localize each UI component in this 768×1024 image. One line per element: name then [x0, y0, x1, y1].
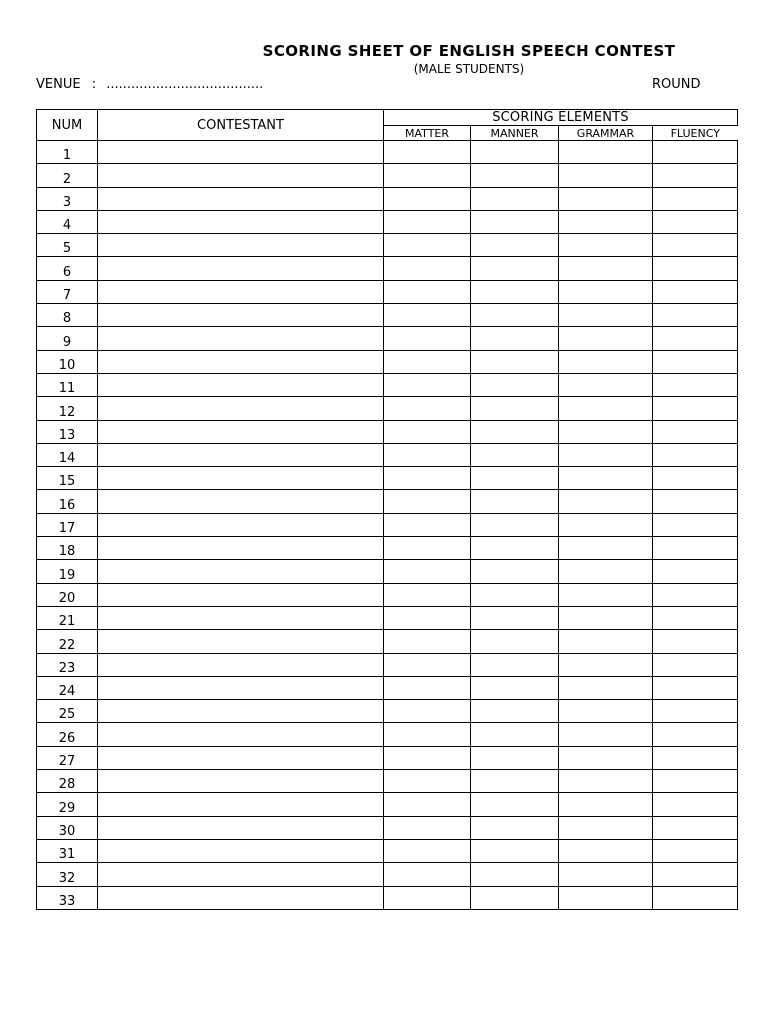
- fluency-cell[interactable]: [653, 839, 738, 862]
- row-number: 21: [37, 606, 98, 629]
- row-number: 14: [37, 443, 98, 466]
- table-row: [37, 141, 738, 164]
- contestant-cell[interactable]: [98, 304, 384, 327]
- grammar-cell[interactable]: [559, 141, 653, 164]
- manner-cell[interactable]: [471, 304, 559, 327]
- column-header-manner: MANNER: [471, 126, 559, 141]
- manner-cell[interactable]: [471, 420, 559, 443]
- matter-cell[interactable]: [384, 537, 471, 560]
- grammar-cell[interactable]: [559, 839, 653, 862]
- table-row: [37, 443, 738, 466]
- contestant-cell[interactable]: [98, 467, 384, 490]
- fluency-cell[interactable]: [653, 443, 738, 466]
- table-row: [37, 350, 738, 373]
- fluency-cell[interactable]: [653, 537, 738, 560]
- column-header-grammar: GRAMMAR: [559, 126, 653, 141]
- matter-cell[interactable]: [384, 234, 471, 257]
- manner-cell[interactable]: [471, 141, 559, 164]
- grammar-cell[interactable]: [559, 886, 653, 909]
- fluency-cell[interactable]: [653, 257, 738, 280]
- contestant-cell[interactable]: [98, 164, 384, 187]
- manner-cell[interactable]: [471, 490, 559, 513]
- row-number: 1: [37, 141, 98, 164]
- table-row: [37, 723, 738, 746]
- grammar-cell[interactable]: [559, 770, 653, 793]
- contestant-cell[interactable]: [98, 723, 384, 746]
- grammar-cell[interactable]: [559, 257, 653, 280]
- matter-cell[interactable]: [384, 373, 471, 396]
- table-row: [37, 537, 738, 560]
- venue-line: [36, 77, 263, 92]
- matter-cell[interactable]: [384, 490, 471, 513]
- grammar-cell[interactable]: [559, 816, 653, 839]
- matter-cell[interactable]: [384, 164, 471, 187]
- grammar-cell[interactable]: [559, 863, 653, 886]
- matter-cell[interactable]: [384, 304, 471, 327]
- manner-cell[interactable]: [471, 770, 559, 793]
- table-row: [37, 420, 738, 443]
- table-row: [37, 304, 738, 327]
- sheet-title: SCORING SHEET OF ENGLISH SPEECH CONTEST: [262, 42, 676, 60]
- grammar-cell[interactable]: [559, 746, 653, 769]
- matter-cell[interactable]: [384, 467, 471, 490]
- fluency-cell[interactable]: [653, 373, 738, 396]
- grammar-cell[interactable]: [559, 676, 653, 699]
- matter-cell[interactable]: [384, 676, 471, 699]
- grammar-cell[interactable]: [559, 490, 653, 513]
- contestant-cell[interactable]: [98, 560, 384, 583]
- grammar-cell[interactable]: [559, 560, 653, 583]
- grammar-cell[interactable]: [559, 513, 653, 536]
- fluency-cell[interactable]: [653, 187, 738, 210]
- manner-cell[interactable]: [471, 606, 559, 629]
- manner-cell[interactable]: [471, 350, 559, 373]
- matter-cell[interactable]: [384, 770, 471, 793]
- fluency-cell[interactable]: [653, 700, 738, 723]
- table-row: [37, 653, 738, 676]
- column-header-num: NUM: [37, 110, 98, 141]
- manner-cell[interactable]: [471, 280, 559, 303]
- table-row: [37, 676, 738, 699]
- manner-cell[interactable]: [471, 700, 559, 723]
- matter-cell[interactable]: [384, 863, 471, 886]
- contestant-cell[interactable]: [98, 373, 384, 396]
- column-group-scoring-elements: SCORING ELEMENTS: [384, 110, 738, 126]
- contestant-cell[interactable]: [98, 863, 384, 886]
- contestant-cell[interactable]: [98, 234, 384, 257]
- fluency-cell[interactable]: [653, 327, 738, 350]
- matter-cell[interactable]: [384, 816, 471, 839]
- contestant-cell[interactable]: [98, 537, 384, 560]
- table-row: [37, 793, 738, 816]
- row-number: 6: [37, 257, 98, 280]
- table-row: [37, 490, 738, 513]
- fluency-cell[interactable]: [653, 746, 738, 769]
- table-row: [37, 863, 738, 886]
- matter-cell[interactable]: [384, 700, 471, 723]
- fluency-cell[interactable]: [653, 770, 738, 793]
- grammar-cell[interactable]: [559, 653, 653, 676]
- matter-cell[interactable]: [384, 560, 471, 583]
- column-header-fluency: FLUENCY: [653, 126, 738, 141]
- row-number: 24: [37, 676, 98, 699]
- fluency-cell[interactable]: [653, 467, 738, 490]
- matter-cell[interactable]: [384, 793, 471, 816]
- grammar-cell[interactable]: [559, 210, 653, 233]
- contestant-cell[interactable]: [98, 257, 384, 280]
- row-number: 3: [37, 187, 98, 210]
- matter-cell[interactable]: [384, 327, 471, 350]
- row-number: 10: [37, 350, 98, 373]
- fluency-cell[interactable]: [653, 420, 738, 443]
- row-number: 2: [37, 164, 98, 187]
- row-number: 23: [37, 653, 98, 676]
- grammar-cell[interactable]: [559, 164, 653, 187]
- fluency-cell[interactable]: [653, 164, 738, 187]
- row-number: 4: [37, 210, 98, 233]
- fluency-cell[interactable]: [653, 397, 738, 420]
- matter-cell[interactable]: [384, 583, 471, 606]
- fluency-cell[interactable]: [653, 513, 738, 536]
- manner-cell[interactable]: [471, 467, 559, 490]
- contestant-cell[interactable]: [98, 490, 384, 513]
- manner-cell[interactable]: [471, 537, 559, 560]
- table-row: [37, 839, 738, 862]
- venue-separator: :: [91, 77, 97, 92]
- manner-cell[interactable]: [471, 793, 559, 816]
- fluency-cell[interactable]: [653, 793, 738, 816]
- manner-cell[interactable]: [471, 443, 559, 466]
- row-number: 30: [37, 816, 98, 839]
- grammar-cell[interactable]: [559, 397, 653, 420]
- contestant-cell[interactable]: [98, 443, 384, 466]
- grammar-cell[interactable]: [559, 700, 653, 723]
- manner-cell[interactable]: [471, 583, 559, 606]
- row-number: 9: [37, 327, 98, 350]
- scoring-table: [36, 109, 738, 910]
- manner-cell[interactable]: [471, 746, 559, 769]
- column-header-contestant: CONTESTANT: [98, 110, 384, 141]
- row-number: 7: [37, 280, 98, 303]
- matter-cell[interactable]: [384, 513, 471, 536]
- row-number: 16: [37, 490, 98, 513]
- fluency-cell[interactable]: [653, 210, 738, 233]
- table-row: [37, 746, 738, 769]
- matter-cell[interactable]: [384, 723, 471, 746]
- table-row: [37, 630, 738, 653]
- fluency-cell[interactable]: [653, 141, 738, 164]
- contestant-cell[interactable]: [98, 513, 384, 536]
- row-number: 11: [37, 373, 98, 396]
- grammar-cell[interactable]: [559, 327, 653, 350]
- grammar-cell[interactable]: [559, 280, 653, 303]
- table-row: [37, 327, 738, 350]
- row-number: 22: [37, 630, 98, 653]
- table-row: [37, 700, 738, 723]
- matter-cell[interactable]: [384, 606, 471, 629]
- table-row: [37, 164, 738, 187]
- contestant-cell[interactable]: [98, 583, 384, 606]
- matter-cell[interactable]: [384, 746, 471, 769]
- row-number: 28: [37, 770, 98, 793]
- row-number: 26: [37, 723, 98, 746]
- row-number: 18: [37, 537, 98, 560]
- manner-cell[interactable]: [471, 210, 559, 233]
- fluency-cell[interactable]: [653, 234, 738, 257]
- row-number: 19: [37, 560, 98, 583]
- matter-cell[interactable]: [384, 420, 471, 443]
- matter-cell[interactable]: [384, 350, 471, 373]
- table-row: [37, 606, 738, 629]
- fluency-cell[interactable]: [653, 630, 738, 653]
- table-row: [37, 234, 738, 257]
- fluency-cell[interactable]: [653, 583, 738, 606]
- row-number: 27: [37, 746, 98, 769]
- table-row: [37, 210, 738, 233]
- contestant-cell[interactable]: [98, 886, 384, 909]
- matter-cell[interactable]: [384, 141, 471, 164]
- grammar-cell[interactable]: [559, 350, 653, 373]
- contestant-cell[interactable]: [98, 420, 384, 443]
- table-row: [37, 257, 738, 280]
- contestant-cell[interactable]: [98, 770, 384, 793]
- fluency-cell[interactable]: [653, 350, 738, 373]
- matter-cell[interactable]: [384, 397, 471, 420]
- grammar-cell[interactable]: [559, 606, 653, 629]
- row-number: 8: [37, 304, 98, 327]
- row-number: 29: [37, 793, 98, 816]
- contestant-cell[interactable]: [98, 210, 384, 233]
- row-number: 31: [37, 839, 98, 862]
- venue-blank: ......................................: [106, 77, 264, 92]
- table-row: [37, 397, 738, 420]
- contestant-cell[interactable]: [98, 746, 384, 769]
- contestant-cell[interactable]: [98, 816, 384, 839]
- table-row: [37, 467, 738, 490]
- manner-cell[interactable]: [471, 513, 559, 536]
- matter-cell[interactable]: [384, 257, 471, 280]
- matter-cell[interactable]: [384, 187, 471, 210]
- manner-cell[interactable]: [471, 327, 559, 350]
- sheet-subtitle: (MALE STUDENTS): [413, 62, 525, 76]
- row-number: 25: [37, 700, 98, 723]
- matter-cell[interactable]: [384, 653, 471, 676]
- row-number: 12: [37, 397, 98, 420]
- table-row: [37, 280, 738, 303]
- fluency-cell[interactable]: [653, 886, 738, 909]
- row-number: 20: [37, 583, 98, 606]
- grammar-cell[interactable]: [559, 467, 653, 490]
- fluency-cell[interactable]: [653, 304, 738, 327]
- manner-cell[interactable]: [471, 164, 559, 187]
- matter-cell[interactable]: [384, 886, 471, 909]
- grammar-cell[interactable]: [559, 583, 653, 606]
- matter-cell[interactable]: [384, 630, 471, 653]
- manner-cell[interactable]: [471, 816, 559, 839]
- table-row: [37, 187, 738, 210]
- fluency-cell[interactable]: [653, 606, 738, 629]
- row-number: 13: [37, 420, 98, 443]
- contestant-cell[interactable]: [98, 676, 384, 699]
- contestant-cell[interactable]: [98, 187, 384, 210]
- contestant-cell[interactable]: [98, 839, 384, 862]
- row-number: 5: [37, 234, 98, 257]
- grammar-cell[interactable]: [559, 630, 653, 653]
- manner-cell[interactable]: [471, 397, 559, 420]
- manner-cell[interactable]: [471, 863, 559, 886]
- grammar-cell[interactable]: [559, 420, 653, 443]
- fluency-cell[interactable]: [653, 280, 738, 303]
- table-row: [37, 373, 738, 396]
- fluency-cell[interactable]: [653, 816, 738, 839]
- table-row: [37, 583, 738, 606]
- grammar-cell[interactable]: [559, 443, 653, 466]
- contestant-cell[interactable]: [98, 280, 384, 303]
- contestant-cell[interactable]: [98, 700, 384, 723]
- contestant-cell[interactable]: [98, 350, 384, 373]
- fluency-cell[interactable]: [653, 490, 738, 513]
- contestant-cell[interactable]: [98, 793, 384, 816]
- grammar-cell[interactable]: [559, 723, 653, 746]
- row-number: 15: [37, 467, 98, 490]
- grammar-cell[interactable]: [559, 234, 653, 257]
- table-row: [37, 816, 738, 839]
- manner-cell[interactable]: [471, 839, 559, 862]
- venue-label: VENUE: [36, 77, 81, 92]
- manner-cell[interactable]: [471, 653, 559, 676]
- contestant-cell[interactable]: [98, 397, 384, 420]
- matter-cell[interactable]: [384, 210, 471, 233]
- table-row: [37, 513, 738, 536]
- matter-cell[interactable]: [384, 280, 471, 303]
- row-number: 32: [37, 863, 98, 886]
- contestant-cell[interactable]: [98, 327, 384, 350]
- manner-cell[interactable]: [471, 373, 559, 396]
- column-header-matter: MATTER: [384, 126, 471, 141]
- manner-cell[interactable]: [471, 886, 559, 909]
- table-body: [37, 141, 738, 910]
- grammar-cell[interactable]: [559, 373, 653, 396]
- contestant-cell[interactable]: [98, 606, 384, 629]
- grammar-cell[interactable]: [559, 793, 653, 816]
- table-row: [37, 770, 738, 793]
- matter-cell[interactable]: [384, 443, 471, 466]
- table-row: [37, 560, 738, 583]
- table-row: [37, 886, 738, 909]
- fluency-cell[interactable]: [653, 863, 738, 886]
- manner-cell[interactable]: [471, 560, 559, 583]
- manner-cell[interactable]: [471, 187, 559, 210]
- manner-cell[interactable]: [471, 234, 559, 257]
- round-label: ROUND: [652, 77, 701, 92]
- grammar-cell[interactable]: [559, 187, 653, 210]
- fluency-cell[interactable]: [653, 653, 738, 676]
- manner-cell[interactable]: [471, 257, 559, 280]
- fluency-cell[interactable]: [653, 676, 738, 699]
- contestant-cell[interactable]: [98, 141, 384, 164]
- matter-cell[interactable]: [384, 839, 471, 862]
- grammar-cell[interactable]: [559, 304, 653, 327]
- contestant-cell[interactable]: [98, 630, 384, 653]
- manner-cell[interactable]: [471, 723, 559, 746]
- manner-cell[interactable]: [471, 676, 559, 699]
- row-number: 33: [37, 886, 98, 909]
- fluency-cell[interactable]: [653, 723, 738, 746]
- contestant-cell[interactable]: [98, 653, 384, 676]
- fluency-cell[interactable]: [653, 560, 738, 583]
- manner-cell[interactable]: [471, 630, 559, 653]
- row-number: 17: [37, 513, 98, 536]
- grammar-cell[interactable]: [559, 537, 653, 560]
